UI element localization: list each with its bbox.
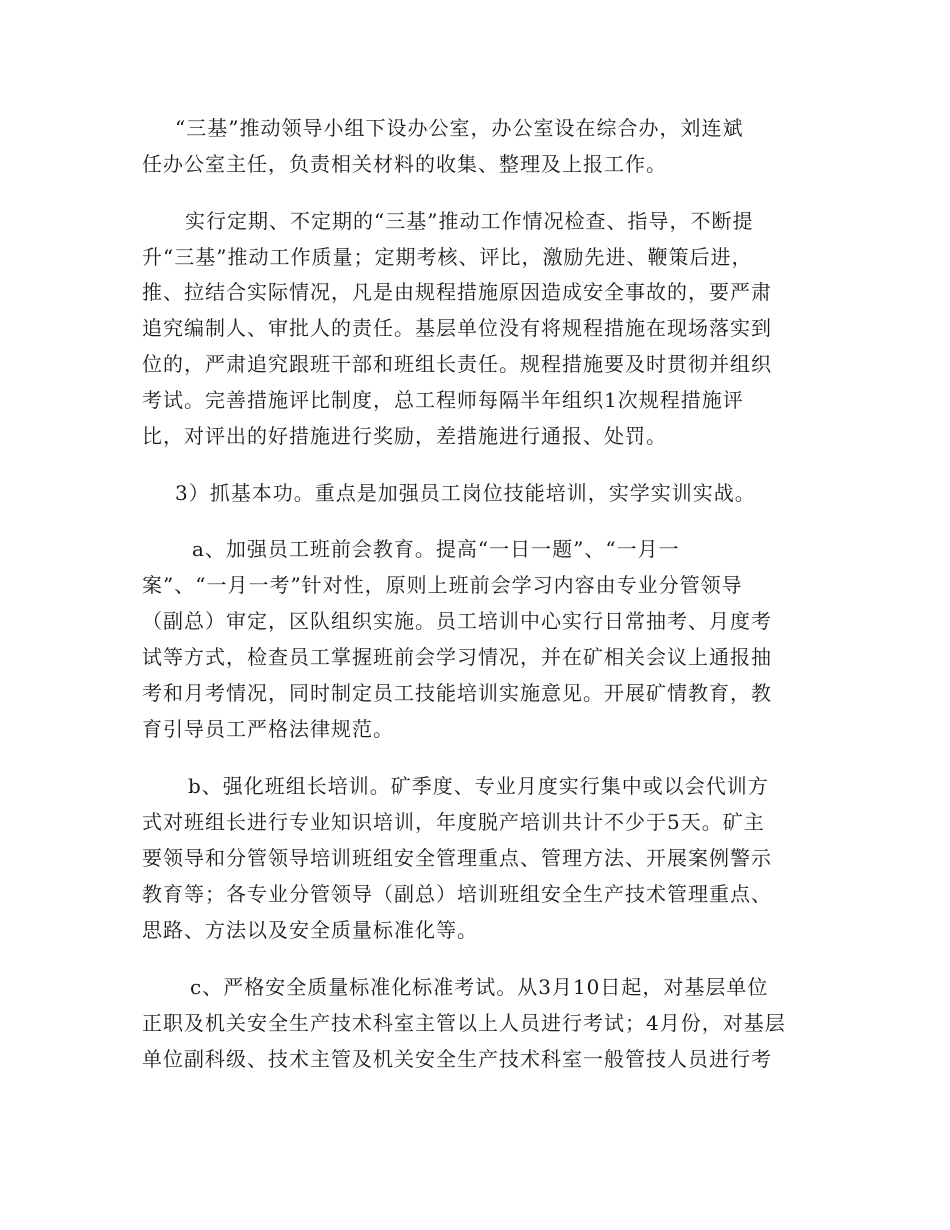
text-line: 任办公室主任，负责相关材料的收集、整理及上报工作。 bbox=[142, 152, 667, 176]
text-line: 推、拉结合实际情况，凡是由规程措施原因造成安全事故的，要严肃 bbox=[142, 280, 772, 304]
text-line: 教育等；各专业分管领导（副总）培训班组安全生产技术管理重点、 bbox=[142, 882, 772, 906]
text-line: 升“三基”推动工作质量；定期考核、评比，激励先进、鞭策后进， bbox=[142, 245, 753, 269]
text-line: （副总）审定，区队组织实施。员工培训中心实行日常抽考、月度考 bbox=[142, 609, 772, 633]
text-line: 单位副科级、技术主管及机关安全生产技术科室一般管技人员进行考 bbox=[142, 1047, 772, 1071]
text-line: 正职及机关安全生产技术科室主管以上人员进行考试；4月份，对基层 bbox=[142, 1011, 786, 1035]
text-line: 3）抓基本功。重点是加强员工岗位技能培训，实学实训实战。 bbox=[175, 481, 756, 505]
text-line: 案”、“一月一考”针对性，原则上班前会学习内容由专业分管领导 bbox=[142, 573, 743, 597]
text-line: c、严格安全质量标准化标准考试。从3月10日起，对基层单位 bbox=[190, 975, 769, 999]
text-line: 追究编制人、审批人的责任。基层单位没有将规程措施在现场落实到 bbox=[142, 316, 772, 340]
text-line: a、加强员工班前会教育。提高“一日一题”、“一月一 bbox=[192, 537, 680, 561]
text-line: 试等方式，检查员工掌握班前会学习情况，并在矿相关会议上通报抽 bbox=[142, 645, 772, 669]
text-line: 比，对评出的好措施进行奖励，差措施进行通报、处罚。 bbox=[142, 424, 667, 448]
text-line: 育引导员工严格法律规范。 bbox=[142, 717, 394, 741]
text-line: 要领导和分管领导培训班组安全管理重点、管理方法、开展案例警示 bbox=[142, 846, 772, 870]
text-line: 思路、方法以及安全质量标准化等。 bbox=[142, 918, 478, 942]
text-line: 位的，严肃追究跟班干部和班组长责任。规程措施要及时贯彻并组织 bbox=[142, 352, 772, 376]
text-line: 考和月考情况，同时制定员工技能培训实施意见。开展矿情教育，教 bbox=[142, 681, 772, 705]
text-line: 考试。完善措施评比制度，总工程师每隔半年组织1次规程措施评 bbox=[142, 388, 744, 412]
text-line: b、强化班组长培训。矿季度、专业月度实行集中或以会代训方 bbox=[188, 774, 769, 798]
text-line: 实行定期、不定期的“三基”推动工作情况检查、指导，不断提 bbox=[185, 209, 754, 233]
text-line: “三基”推动领导小组下设办公室，办公室设在综合办，刘连斌 bbox=[175, 116, 744, 140]
text-line: 式对班组长进行专业知识培训，年度脱产培训共计不少于5天。矿主 bbox=[142, 810, 765, 834]
